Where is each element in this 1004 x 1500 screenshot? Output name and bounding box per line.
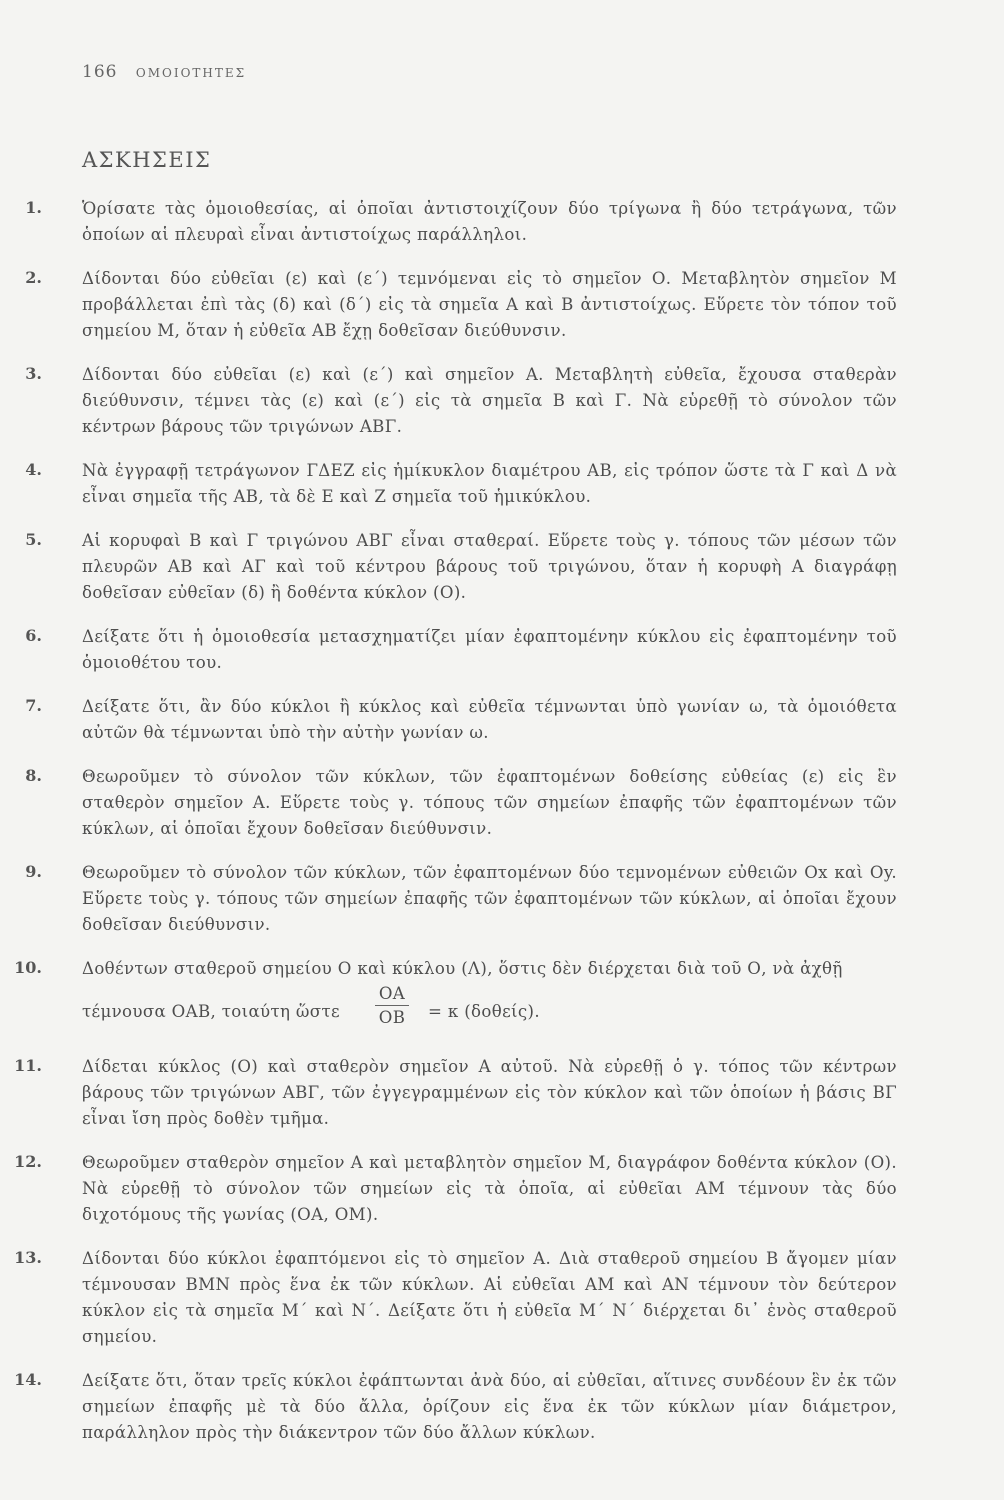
exercise-text: Δίδεται κύκλος (Ο) καὶ σταθερὸν σημεῖον Α αὐτοῦ. Νὰ εὑρεθῇ ὁ γ. τόπος τῶν κέντρων βάρους τῶν τριγώνων ΑΒΓ, τῶν ἐγγεγραμμένων εἰς τὸν κύκλον καὶ τῶν ὁποίων ἡ βάσις ΒΓ εἶναι ἴση πρὸς δοθὲν τμῆμα. <box>82 1057 897 1128</box>
exercise-item <box>0 362 1004 440</box>
exercise-text: Θεωροῦμεν σταθερὸν σημεῖον Α καὶ μεταβλητὸν σημεῖον Μ, διαγράφον δοθέντα κύκλον (Ο). Νὰ εὑρεθῇ τὸ σύνολον τῶν σημείων εἰς τὰ ὁποῖα, αἱ εὐθεῖαι ΑΜ τέμνουν τὰς δύο διχοτόμους τῆς γωνίας (ΟΑ, ΟΜ). <box>82 1153 897 1224</box>
exercise-item <box>0 1368 1004 1446</box>
exercise-number: 8. <box>25 766 42 785</box>
page-header <box>82 62 246 82</box>
exercise-item <box>0 860 1004 938</box>
fraction-numerator: ΟΑ <box>375 984 409 1006</box>
exercise-text: Ὁρίσατε τὰς ὁμοιοθεσίας, αἱ ὁποῖαι ἀντιστοιχίζουν δύο τρίγωνα ἢ δύο τετράγωνα, τῶν ὁποίων αἱ πλευραὶ εἶναι ἀντιστοίχως παράλληλοι. <box>82 199 897 244</box>
exercise-number: 11. <box>14 1056 42 1075</box>
exercise-text: Δίδονται δύο κύκλοι ἐφαπτόμενοι εἰς τὸ σημεῖον Α. Διὰ σταθεροῦ σημείου Β ἄγομεν μίαν τέμνουσαν ΒΜΝ πρὸς ἕνα ἐκ τῶν κύκλων. Αἱ εὐθεῖαι ΑΜ καὶ ΑΝ τέμνουν τὸν δεύτερον κύκλον εἰς τὰ σημεῖα Μ΄ καὶ Ν΄. Δείξατε ὅτι ἡ εὐθεῖα Μ΄ Ν΄ διέρχεται δι᾽ ἑνὸς σταθεροῦ σημείου. <box>82 1249 897 1346</box>
exercise-item <box>0 458 1004 510</box>
exercise-number: 3. <box>25 364 42 383</box>
running-title: ΟΜΟΙΟΤΗΤΕΣ <box>135 66 247 80</box>
exercise-item <box>0 764 1004 842</box>
exercise-item <box>0 1054 1004 1132</box>
exercise-item <box>0 266 1004 344</box>
exercise-item <box>0 694 1004 746</box>
exercise-number: 7. <box>25 696 42 715</box>
exercise-text: Αἱ κορυφαὶ Β καὶ Γ τριγώνου ΑΒΓ εἶναι σταθεραί. Εὕρετε τοὺς γ. τόπους τῶν μέσων τῶν πλευρῶν ΑΒ καὶ ΑΓ καὶ τοῦ κέντρου βάρους τοῦ τριγώνου, ὅταν ἡ κορυφὴ Α διαγράφῃ δοθεῖσαν εὐθεῖαν (δ) ἢ δοθέντα κύκλον (Ο). <box>82 531 897 602</box>
exercise-item <box>0 956 1004 1036</box>
exercise-number: 10. <box>14 958 42 977</box>
exercise-text: Θεωροῦμεν τὸ σύνολον τῶν κύκλων, τῶν ἐφαπτομένων δύο τεμνομένων εὐθειῶν Οx καὶ Οy. Εὕρετε τοὺς γ. τόπους τῶν σημείων ἐπαφῆς τῶν ἐφαπτομένων τῶν κύκλων, αἱ ὁποῖαι ἔχουν δοθεῖσαν διεύθυνσιν. <box>82 863 897 934</box>
fraction <box>370 984 414 1027</box>
exercise-text: Δείξατε ὅτι ἡ ὁμοιοθεσία μετασχηματίζει μίαν ἐφαπτομένην κύκλου εἰς ἐφαπτομένην τοῦ ὁμοιοθέτου του. <box>82 627 897 672</box>
exercise-number: 2. <box>25 268 42 287</box>
exercise-text: Δοθέντων σταθεροῦ σημείου Ο καὶ κύκλου (Λ), ὅστις δὲν διέρχεται διὰ τοῦ Ο, νὰ ἀχθῇ <box>82 959 843 978</box>
exercise-text: Δείξατε ὅτι, ὅταν τρεῖς κύκλοι ἐφάπτωνται ἀνὰ δύο, αἱ εὐθεῖαι, αἵτινες συνδέουν ἓν ἐκ τῶν σημείων ἐπαφῆς μὲ τὰ δύο ἄλλα, ὁρίζουν εἰς ἕνα ἐκ τῶν κύκλων μίαν διάμετρον, παράλληλον πρὸς τὴν διάκεντρον τῶν δύο ἄλλων κύκλων. <box>82 1371 897 1442</box>
exercise-text: Θεωροῦμεν τὸ σύνολον τῶν κύκλων, τῶν ἐφαπτομένων δοθείσης εὐθείας (ε) εἰς ἓν σταθερὸν σημεῖον Α. Εὕρετε τοὺς γ. τόπους τῶν σημείων ἐπαφῆς τῶν ἐφαπτομένων τῶν κύκλων, αἱ ὁποῖαι ἔχουν δοθεῖσαν διεύθυνσιν. <box>82 767 897 838</box>
ratio-formula <box>82 984 1004 1036</box>
section-title: ΑΣΚΗΣΕΙΣ <box>82 148 212 172</box>
exercise-item <box>0 624 1004 676</box>
exercise-item <box>0 1150 1004 1228</box>
exercise-text: Νὰ ἐγγραφῇ τετράγωνον ΓΔΕΖ εἰς ἡμίκυκλον διαμέτρου ΑΒ, εἰς τρόπον ὥστε τὰ Γ καὶ Δ νὰ εἶναι σημεῖα τῆς ΑΒ, τὰ δὲ Ε καὶ Ζ σημεῖα τοῦ ἡμικύκλου. <box>82 461 897 506</box>
exercise-number: 9. <box>25 862 42 881</box>
formula-suffix: = κ (δοθείς). <box>428 1002 540 1021</box>
exercise-number: 4. <box>25 460 42 479</box>
page-number: 166 <box>82 62 118 82</box>
exercise-number: 5. <box>25 530 42 549</box>
exercise-number: 12. <box>14 1152 42 1171</box>
exercise-number: 6. <box>25 626 42 645</box>
exercise-number: 13. <box>14 1248 42 1267</box>
formula-prefix: τέμνουσα ΟΑΒ, τοιαύτη ὥστε <box>82 1002 340 1021</box>
exercise-number: 14. <box>14 1370 42 1389</box>
exercise-item <box>0 528 1004 606</box>
exercise-item <box>0 196 1004 248</box>
exercise-text: Δίδονται δύο εὐθεῖαι (ε) καὶ (ε΄) καὶ σημεῖον Α. Μεταβλητὴ εὐθεῖα, ἔχουσα σταθερὰν διεύθυνσιν, τέμνει τὰς (ε) καὶ (ε΄) εἰς τὰ σημεῖα Β καὶ Γ. Νὰ εὑρεθῇ τὸ σύνολον τῶν κέντρων βάρους τῶν τριγώνων ΑΒΓ. <box>82 365 897 436</box>
exercise-list <box>0 196 1004 1464</box>
exercise-text: Δείξατε ὅτι, ἂν δύο κύκλοι ἢ κύκλος καὶ εὐθεῖα τέμνωνται ὑπὸ γωνίαν ω, τὰ ὁμοιόθετα αὐτῶν θὰ τέμνωνται ὑπὸ τὴν αὐτὴν γωνίαν ω. <box>82 697 897 742</box>
exercise-text: Δίδονται δύο εὐθεῖαι (ε) καὶ (ε΄) τεμνόμεναι εἰς τὸ σημεῖον Ο. Μεταβλητὸν σημεῖον Μ προβάλλεται ἐπὶ τὰς (δ) καὶ (δ΄) εἰς τὰ σημεῖα Α καὶ Β ἀντιστοίχως. Εὕρετε τὸν τόπον τοῦ σημείου Μ, ὅταν ἡ εὐθεῖα ΑΒ ἔχῃ δοθεῖσαν διεύθυνσιν. <box>82 269 897 340</box>
fraction-denominator: ΟΒ <box>378 1008 406 1027</box>
exercise-item <box>0 1246 1004 1350</box>
exercise-number: 1. <box>25 198 42 217</box>
